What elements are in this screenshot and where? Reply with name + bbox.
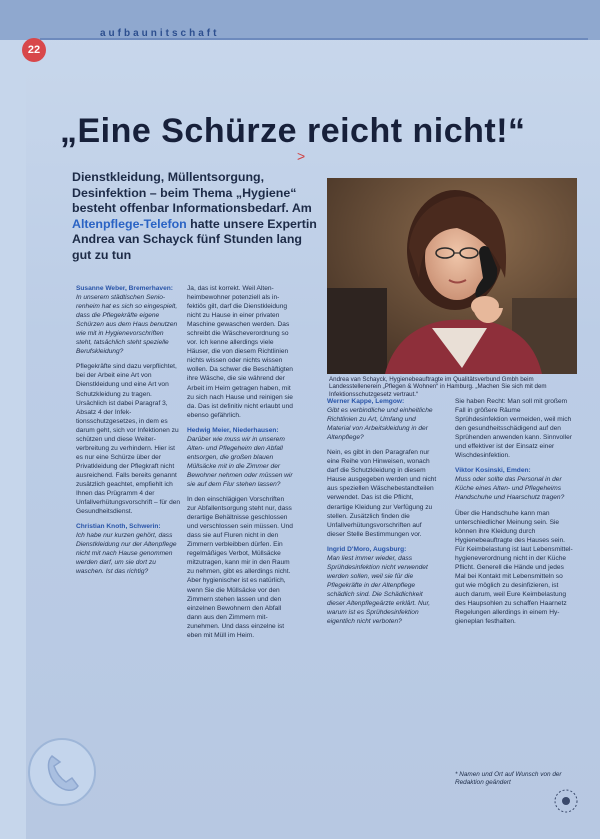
question-text: In unserem städtischen Seniorenheim hat es sich so eingespielt, dass die Pflegekräfte eigene Schürzen aus dem Haus benutzen wie mit in Hygienevorschriften steht, tatsächlich steht spezielle Berufskleidung? bbox=[76, 294, 178, 356]
top-band bbox=[0, 0, 600, 40]
question-text: Ich habe nur kurzen gehört, dass Dienstkleidung nur der Altenpflege nicht mit nach Hause genommen werden darf, um sie dort zu waschen. Ist das richtig? bbox=[76, 532, 177, 576]
publisher-logo-icon bbox=[553, 788, 579, 814]
question-author: Werner Kappe, Lemgow: bbox=[327, 398, 405, 405]
answer-text: Sie haben Recht: Man soll mit großem Fall in größere Räume Sprühdesinfektion vermeiden, weil mich den gesundheitsschädigend auf den Sprühenden anwenden kann. Sinnvoller und effektiver ist der Einsatz einer Wischdesinfektion. bbox=[455, 398, 572, 460]
answer-text: Ja, das ist korrekt. Weil Altenheimbewohner potenziell als infektiös gilt, darf die Dienstkleidung nicht zu Hause in einer privaten Maschine gewaschen werden. Das schreibt die Wäscheverordnung so vor. Ich kenne allerdings viele Häuser, die von diesem Richtlinien nichts wissen oder nichts wissen wollen. Da schwer die Beschäftigten ihre Wäsche, die sie während der Arbeit im Heim getragen haben, mit zu sich nach Hause und reinigen sie da. Das ist definitiv nicht erlaubt und ebenso gefährlich. bbox=[187, 285, 293, 419]
handwritten-mark: > bbox=[297, 148, 306, 164]
intro-highlight: Altenpflege-Telefon bbox=[72, 216, 187, 231]
page-number: 22 bbox=[22, 38, 46, 62]
question-author: Christian Knoth, Schwerin: bbox=[76, 523, 161, 531]
text-column-4 bbox=[455, 397, 573, 632]
text-column-3 bbox=[327, 397, 437, 632]
question-author: Hedwig Meier, Niederhausen: bbox=[187, 426, 279, 434]
question-text: Man liest immer wieder, dass Sprühdesinfektion nicht verwendet werden sollen, weil sie für die Pflegekräfte in der Altenpflege schädlich sind. Die Schädlichkeit dieser Altenpflegeärzte erklärt. Nur, warum ist es Sprühdesinfektion eigentlich nicht verboten? bbox=[327, 554, 431, 626]
footnote: * Namen und Ort auf Wunsch von der Redaktion geändert bbox=[455, 771, 562, 787]
question-author: Viktor Kosinski, Emden: bbox=[455, 467, 531, 475]
intro-text-start: Dienstkleidung, Müllentsorgung, Desinfektion – beim Thema „Hygiene“ besteht offenbar Informationsbedarf. Am bbox=[72, 170, 312, 216]
qa-block bbox=[455, 466, 573, 502]
qa-block bbox=[76, 522, 181, 576]
section-label: aufbaunitschaft bbox=[100, 28, 220, 39]
question-author: Susanne Weber, Bremerhaven: bbox=[76, 285, 173, 292]
qa-block bbox=[327, 397, 437, 442]
expert-photo bbox=[327, 178, 577, 374]
question-text: Darüber wie muss wir in unserem Alten- und Pflegeheim den Abfall entsorgen, die großen blauen Müllsäcke mit in die Zimmer der Bewohner nehmen oder müssen wir sie auf dem Flur stehen lassen? bbox=[187, 435, 293, 488]
question-author: Ingrid D'Moro, Augsburg: bbox=[327, 545, 407, 553]
left-margin-strip bbox=[0, 40, 26, 839]
text-column-2 bbox=[187, 284, 295, 646]
qa-block bbox=[76, 284, 181, 356]
qa-block bbox=[187, 426, 295, 489]
article-intro bbox=[72, 170, 324, 264]
telephone-icon bbox=[28, 738, 96, 806]
answer-text: Nein, es gibt in den Paragrafen nur eine Reihe von Hinweisen, wonach darf die Schutzkleidung in diesem Hause ausgegeben werden und nicht aus speziellen Wäschebestandteilen verwendet. Das ist die Pflicht, derartige Kleidung zur Verfügung zu stellen. Zusätzlich finden die Unfallverhütungsvorschriften auf dieser Stelle Bestimmungen vor. bbox=[327, 449, 437, 538]
answer-text: In den einschlägigen Vorschriften zur Abfallentsorgung steht nur, dass derartige Behältnisse geschlossen und verschlossen sein müssen. Und dass sie auf Fluren nicht in den Zimmern verbleibben dürfen. Ein regelmäßiges Verbot, Müllsäcke mitzutragen, kann mir in den Raum zu nehmen, gibt es allerdings nicht. Aber hygienischer ist es natürlich, wenn Sie die Müllsäcke vor den Zimmern stehen lassen und den einzelnen Bewohnern den Abfall dann aus den Zimmern mitzunehmen. Und dass einzelne ist eben mit Müll im Heim. bbox=[187, 496, 293, 639]
answer-text: Über die Handschuhe kann man unterschiedlicher Meinung sein. Sie können ihre Kleidung durch Hygienebeauftragte des Hauses sein. Für Keimbelastung ist laut Lebensmittelhygieneverordnung nicht in der Küche Pflicht. Generell die Hände und jedes Mal bei Kontakt mit Lebensmitteln so gut wie möglich zu desinfizieren, ist auch darum, weil Eure Keimbelastung des Haupsohlen zu schaffen Haarnetz Regelungen allerdings in einem Hygieneplan festhalten. bbox=[455, 509, 573, 626]
text-column-1 bbox=[76, 284, 181, 582]
qa-block bbox=[327, 545, 437, 626]
question-text: Gibt es verbindliche und einheitliche Richtlinien zu Art, Umfang und Material von Arbeitskleidung in der Altenpflege? bbox=[327, 407, 433, 442]
answer-text: Pflegekräfte sind dazu verpflichtet, bei der Arbeit eine Art von Dienstkleidung und eine Art von Schutzkleidung zu tragen. Ursächlich ist dabei Paragraf 3, Absatz 4 der Infektionsschutzgesetzes, in dem es darum geht, sich vor Infektionen zu schützen und diese Weiterverbreitung zu verhindern. Hier ist es nur eine Schürze über der Privatkleidung der Pflegkraft nicht ausreichend. Falls bereits genannt zusätzlich geachtet, empfiehlt ich Ihnen das Prügramm 4 der Unfallverhütungsvorschrift – für den Gesundheitsdienst. bbox=[76, 363, 181, 516]
question-text: Muss oder sollte das Personal in der Küche eines Alten- und Pflegeheims Handschuhe und Haarschutz tragen? bbox=[455, 476, 565, 502]
article-title: „Eine Schürze reicht nicht!“ bbox=[60, 112, 526, 150]
photo-caption: Andrea van Schayck, Hygienebeauftragte im Qualitätsverbund Gmbh beim Landesstellenerein „Pflegen & Wohnen“ in Hamburg. „Machen Sie sich mit dem Infektionsschutzgesetz vertraut.“ bbox=[329, 376, 547, 398]
intro-text-end: hatte unsere Expertin Andrea van Schayck fünf Stunden lang gut zu tun bbox=[72, 216, 317, 262]
